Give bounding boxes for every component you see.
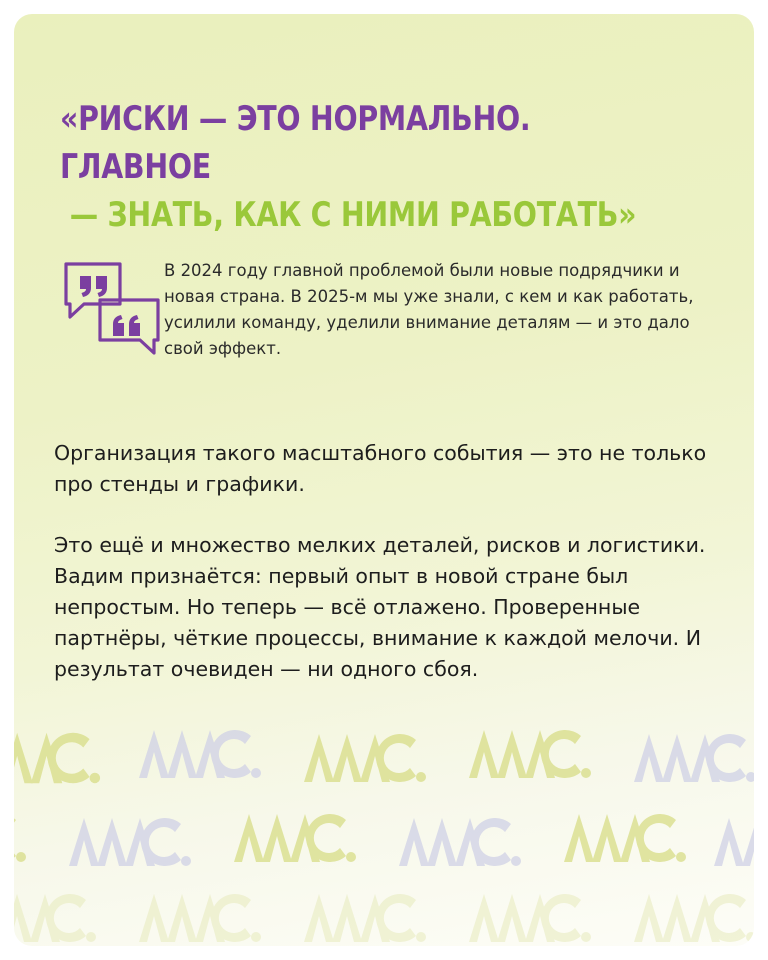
body-text [54,438,734,685]
page-title-line-1-text: «РИСКИ — ЭТО НОРМАЛЬНО. ГЛАВНОЕ [60,98,531,187]
logo-watermark-pattern [14,716,754,946]
paragraph-1: Организация такого масштабного события — это не только про стенды и графики. [54,441,707,496]
quote-bubbles-icon [60,252,164,370]
page-title-line-2 [60,191,674,239]
page-title-line-2-text: — ЗНАТЬ, КАК С НИМИ РАБОТАТЬ» [69,194,637,235]
page-title-line-1 [60,95,674,191]
quote-text: В 2024 году главной проблемой были новые подрядчики и новая страна. В 2025-м мы уже знали, с кем и как работать, усилили команду, уделили внимание деталям — и это дало свой эффект. [164,261,694,358]
post-card [14,14,754,946]
paragraph-2: Это ещё и множество мелких деталей, рисков и логистики. Вадим признаётся: первый опыт в новой стране был непростым. Но теперь — всё отлажено. Проверенные партнёры, чёткие процессы, внимание к каждой мелочи. И результат очевиден — ни одного сбоя. [54,533,706,681]
page-title [60,95,674,239]
quote-block [60,252,720,370]
